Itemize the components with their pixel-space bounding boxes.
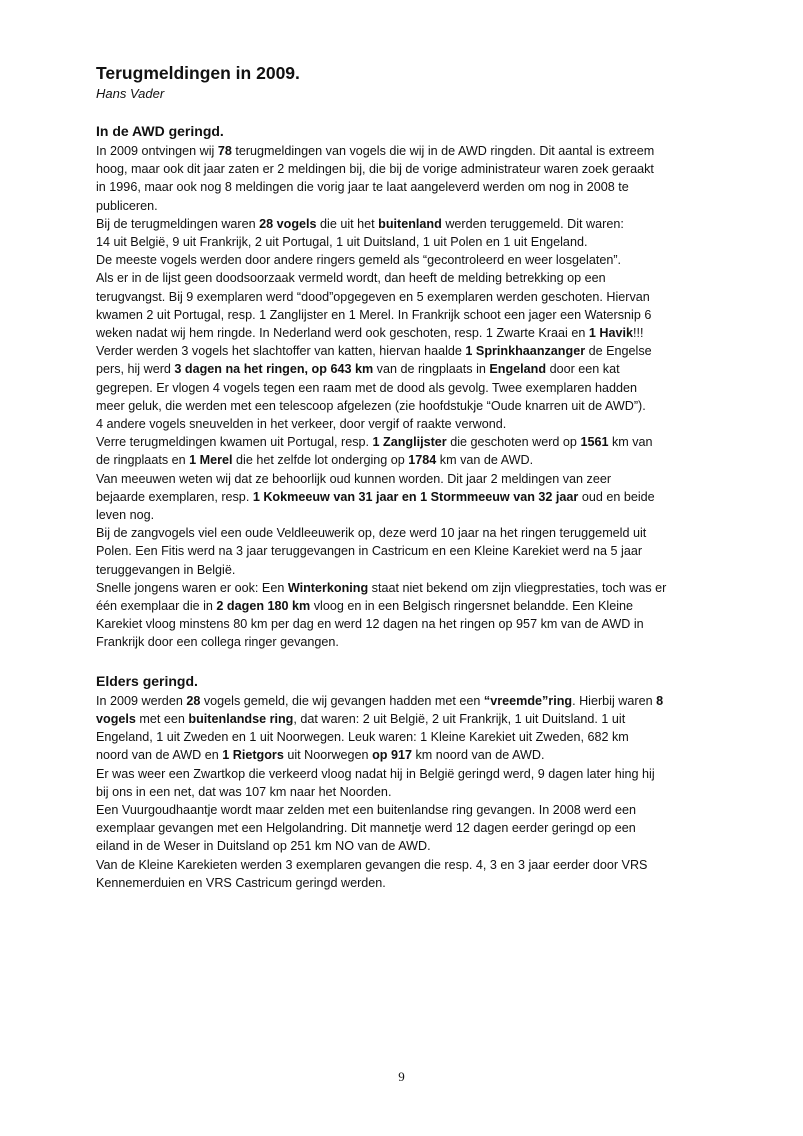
text-line — [96, 142, 716, 160]
section-heading: In de AWD geringd. — [96, 123, 224, 139]
text-run: 14 uit België, 9 uit Frankrijk, 2 uit Portugal, 1 uit Duitsland, 1 uit Polen en 1 uit Engeland. — [96, 235, 588, 250]
text-run: die het zelfde lot onderging op — [232, 453, 409, 468]
text-line — [96, 579, 716, 597]
text-run: werden teruggemeld. Dit waren: — [441, 216, 624, 231]
text-line — [96, 197, 716, 215]
bold-text: 1561 — [580, 435, 609, 450]
text-line — [96, 415, 716, 433]
text-run: km van — [608, 435, 653, 450]
text-line — [96, 379, 716, 397]
section-awd — [96, 122, 716, 652]
text-line — [96, 765, 716, 783]
text-run: Bij de terugmeldingen waren — [96, 216, 260, 231]
text-line — [96, 233, 716, 251]
text-line — [96, 801, 716, 819]
text-line — [96, 269, 716, 287]
bold-text: 1 Rietgors — [222, 748, 284, 763]
text-run: Van meeuwen weten wij dat ze behoorlijk oud kunnen worden. Dit jaar 2 meldingen van zeer — [96, 471, 612, 486]
bold-text: 2 dagen 180 km — [216, 599, 311, 614]
text-run: teruggevangen in België. — [96, 562, 236, 577]
text-run: door een kat — [546, 362, 620, 377]
text-line — [96, 506, 716, 524]
bold-text: 1 Sprinkhaanzanger — [465, 344, 586, 359]
text-line — [96, 615, 716, 633]
text-line — [96, 542, 716, 560]
document-title: Terugmeldingen in 2009. — [96, 63, 300, 83]
text-run: vogels gemeld, die wij gevangen hadden met een — [200, 693, 484, 708]
text-line — [96, 306, 716, 324]
text-run: bejaarde exemplaren, resp. — [96, 489, 253, 504]
text-run: Polen. Een Fitis werd na 3 jaar teruggevangen in Castricum en een Kleine Karekiet werd na 5 jaar — [96, 544, 643, 559]
text-line — [96, 633, 716, 651]
text-line — [96, 251, 716, 269]
text-line — [96, 524, 716, 542]
text-run: kwamen 2 uit Portugal, resp. 1 Zanglijster en 1 Merel. In Frankrijk schoot een jager een Watersnip 6 — [96, 307, 652, 322]
text-line — [96, 710, 716, 728]
text-run: De meeste vogels werden door andere ringers gemeld als “gecontroleerd en weer losgelaten”. — [96, 253, 622, 268]
text-line — [96, 470, 716, 488]
bold-text: 8 — [656, 693, 664, 708]
text-line — [96, 856, 716, 874]
text-run: Snelle jongens waren er ook: Een — [96, 580, 288, 595]
text-run: Als er in de lijst geen doodsoorzaak vermeld wordt, dan heeft de melding betrekking op een — [96, 271, 606, 286]
section-body — [96, 692, 716, 892]
text-run: noord van de AWD en — [96, 748, 223, 763]
text-line — [96, 692, 716, 710]
bold-text: Engeland — [489, 362, 547, 377]
text-run: in 1996, maar ook nog 8 meldingen die vorig jaar te laat aangeleverd werden om nog in 2008 te — [96, 180, 629, 195]
text-line — [96, 874, 716, 892]
text-run: Van de Kleine Karekieten werden 3 exemplaren gevangen die resp. 4, 3 en 3 jaar eerder door VRS — [96, 857, 648, 872]
text-run: !!! — [632, 326, 644, 341]
text-run: die geschoten werd op — [446, 435, 581, 450]
section-body — [96, 142, 716, 652]
section-elders — [96, 672, 716, 892]
bold-text: 28 — [186, 693, 201, 708]
text-run: de Engelse — [585, 344, 652, 359]
bold-text: Winterkoning — [287, 580, 369, 595]
text-run: Een Vuurgoudhaantje wordt maar zelden met een buitenlandse ring gevangen. In 2008 werd een — [96, 802, 637, 817]
text-run: Verre terugmeldingen kwamen uit Portugal, resp. — [96, 435, 373, 450]
text-line — [96, 488, 716, 506]
text-run: uit Noorwegen — [283, 748, 373, 763]
text-run: 4 andere vogels sneuvelden in het verkeer, door vergif of raakte verwond. — [96, 417, 507, 432]
text-run: vloog en in een Belgisch ringersnet belandde. Een Kleine — [310, 599, 633, 614]
text-run: In 2009 ontvingen wij — [96, 144, 218, 158]
text-line — [96, 451, 716, 469]
section-heading: Elders geringd. — [96, 672, 198, 689]
text-run: . Hierbij waren — [572, 693, 657, 708]
bold-text: 1 Kokmeeuw van 31 jaar en 1 Stormmeeuw van 32 jaar — [252, 489, 579, 504]
text-run: één exemplaar die in — [96, 599, 217, 614]
text-line — [96, 561, 716, 579]
text-run: In 2009 werden — [96, 693, 187, 708]
bold-text: 3 dagen na het ringen, op 643 km — [174, 362, 374, 377]
text-run: die uit het — [316, 216, 379, 231]
text-run: km van de AWD. — [436, 453, 534, 468]
bold-text: 78 — [217, 144, 232, 158]
bold-text: 1 Zanglijster — [372, 435, 447, 450]
text-run: Er was weer een Zwartkop die verkeerd vloog nadat hij in België geringd werd, 9 dagen later hing hij — [96, 766, 655, 781]
text-run: hoog, maar ook dit jaar zaten er 2 meldingen bij, die bij de vorige administrateur waren zoek geraakt — [96, 162, 654, 177]
bold-text: buitenland — [378, 216, 442, 231]
text-line — [96, 215, 716, 233]
text-line — [96, 360, 716, 378]
text-run: oud en beide — [578, 489, 655, 504]
bold-text: op 917 — [372, 748, 412, 763]
text-line — [96, 178, 716, 196]
document-page — [96, 62, 716, 892]
text-run: van de ringplaats in — [373, 362, 490, 377]
text-run: Bij de zangvogels viel een oude Veldleeuwerik op, deze werd 10 jaar na het ringen teruggemeld uit — [96, 526, 647, 541]
text-run: eiland in de Weser in Duitsland op 251 km NO van de AWD. — [96, 839, 431, 854]
text-line — [96, 597, 716, 615]
text-line — [96, 819, 716, 837]
bold-text: 1784 — [408, 453, 437, 468]
text-run: met een — [135, 711, 189, 726]
text-line — [96, 288, 716, 306]
text-line — [96, 324, 716, 342]
text-run: bij ons in een net, dat was 107 km naar het Noorden. — [96, 784, 392, 799]
text-line — [96, 837, 716, 855]
text-line — [96, 728, 716, 746]
text-run: Verder werden 3 vogels het slachtoffer van katten, hiervan haalde — [96, 344, 466, 359]
text-run: publiceren. — [96, 198, 158, 213]
text-run: leven nog. — [96, 508, 155, 523]
text-run: Engeland, 1 uit Zweden en 1 uit Noorwegen. Leuk waren: 1 Kleine Karekiet uit Zweden, 682 km — [96, 730, 629, 745]
text-run: terugmeldingen van vogels die wij in de AWD ringden. Dit aantal is extreem — [231, 144, 655, 158]
page-number: 9 — [398, 1069, 405, 1084]
text-line — [96, 342, 716, 360]
bold-text: vogels — [96, 711, 136, 726]
text-run: de ringplaats en — [96, 453, 190, 468]
text-run: gegrepen. Er vlogen 4 vogels tegen een raam met de dood als gevolg. Twee exemplaren hadden — [96, 380, 637, 395]
bold-text: buitenlandse ring — [188, 711, 294, 726]
text-line — [96, 746, 716, 764]
text-run: pers, hij werd — [96, 362, 175, 377]
author-name: Hans Vader — [96, 86, 165, 101]
text-run: meer geluk, die werden met een telescoop afgelezen (zie hoofdstukje “Oude knarren uit de AWD”). — [96, 398, 646, 413]
text-run: Kennemerduien en VRS Castricum geringd werden. — [96, 875, 386, 890]
bold-text: 1 Merel — [189, 453, 233, 468]
bold-text: “vreemde”ring — [483, 693, 573, 708]
text-run: weken nadat wij hem ringde. In Nederland werd ook geschoten, resp. 1 Zwarte Kraai en — [96, 326, 589, 341]
text-run: , dat waren: 2 uit België, 2 uit Frankrijk, 1 uit Duitsland. 1 uit — [293, 711, 626, 726]
text-run: staat niet bekend om zijn vliegprestaties, toch was er — [368, 580, 667, 595]
text-run: Karekiet vloog minstens 80 km per dag en werd 12 dagen na het ringen op 957 km van de AWD in — [96, 617, 644, 632]
text-run: exemplaar gevangen met een Helgolandring. Dit mannetje werd 12 dagen eerder geringd op een — [96, 821, 636, 836]
text-line — [96, 160, 716, 178]
bold-text: 28 vogels — [259, 216, 317, 231]
text-run: Frankrijk door een collega ringer gevangen. — [96, 635, 339, 650]
text-line — [96, 433, 716, 451]
text-line — [96, 397, 716, 415]
text-run: km noord van de AWD. — [411, 748, 545, 763]
text-line — [96, 783, 716, 801]
bold-text: 1 Havik — [588, 326, 633, 341]
text-run: terugvangst. Bij 9 exemplaren werd “dood”opgegeven en 5 exemplaren werden geschoten. Hiervan — [96, 289, 650, 304]
